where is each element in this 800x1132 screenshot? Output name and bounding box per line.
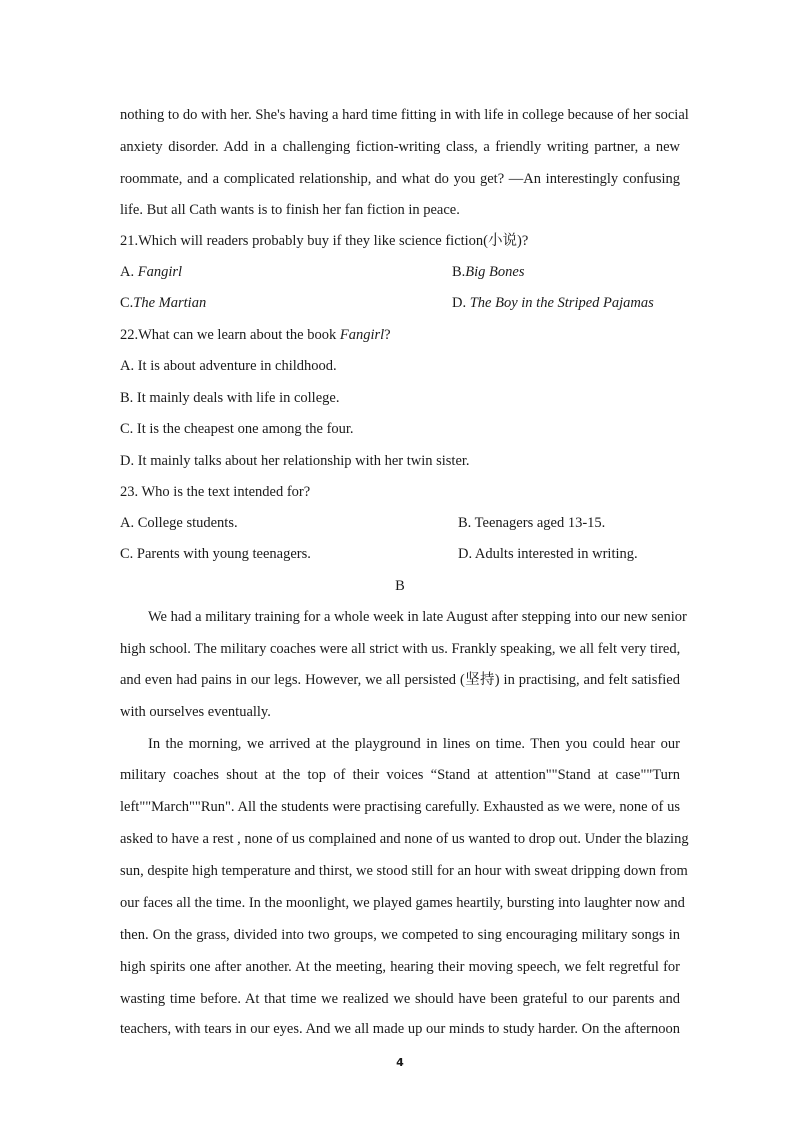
- question-22-option-c: C. It is the cheapest one among the four.: [120, 421, 354, 437]
- paragraph-line: asked to have a rest , none of us complained and none of us wanted to drop out. Under the blazing: [120, 831, 689, 847]
- passage-line: roommate, and a complicated relationship, and what do you get? —An interestingly confusing: [120, 171, 680, 187]
- passage-line: anxiety disorder. Add in a challenging fiction-writing class, a friendly writing partner, a new: [120, 139, 680, 155]
- passage-line: life. But all Cath wants is to finish her fan fiction in peace.: [120, 202, 460, 218]
- paragraph-line: We had a military training for a whole week in late August after stepping into our new senior: [148, 609, 687, 625]
- question-22-option-d: D. It mainly talks about her relationship with her twin sister.: [120, 453, 470, 469]
- question-21-option-a: A. Fangirl: [120, 264, 183, 280]
- question-23-option-c: C. Parents with young teenagers.: [120, 546, 311, 562]
- paragraph-line: then. On the grass, divided into two groups, we competed to sing encouraging military songs in: [120, 927, 680, 943]
- paragraph-line: In the morning, we arrived at the playground in lines on time. Then you could hear our: [148, 736, 680, 752]
- question-21-option-b: B.Big Bones: [452, 264, 525, 280]
- question-23-option-d: D. Adults interested in writing.: [458, 546, 638, 562]
- paragraph-line: with ourselves eventually.: [120, 704, 271, 720]
- paragraph-line: left""March""Run". All the students were practising carefully. Exhausted as we were, none of us: [120, 799, 680, 815]
- question-21-option-d: D. The Boy in the Striped Pajamas: [452, 295, 654, 311]
- page-number: 4: [396, 1056, 404, 1069]
- section-heading: B: [395, 578, 405, 594]
- question-21-stem: 21.Which will readers probably buy if they like science fiction(小说)?: [120, 233, 529, 249]
- passage-line: nothing to do with her. She's having a hard time fitting in with life in college because of her social: [120, 107, 689, 123]
- paragraph-line: wasting time before. At that time we realized we should have been grateful to our parents and: [120, 991, 680, 1007]
- paragraph-line: high spirits one after another. At the meeting, hearing their moving speech, we felt regretful for: [120, 959, 680, 975]
- paragraph-line: and even had pains in our legs. However, we all persisted (坚持) in practising, and felt satisfied: [120, 672, 680, 688]
- paragraph-line: teachers, with tears in our eyes. And we all made up our minds to study harder. On the afternoon: [120, 1021, 680, 1037]
- paragraph-line: high school. The military coaches were all strict with us. Frankly speaking, we all felt very tired,: [120, 641, 681, 657]
- question-22-stem: 22.What can we learn about the book Fangirl?: [120, 327, 391, 343]
- question-22-option-b: B. It mainly deals with life in college.: [120, 390, 340, 406]
- paragraph-line: sun, despite high temperature and thirst, we stood still for an hour with sweat dripping down from: [120, 863, 688, 879]
- question-22-option-a: A. It is about adventure in childhood.: [120, 358, 337, 374]
- question-23-option-a: A. College students.: [120, 515, 238, 531]
- paragraph-line: military coaches shout at the top of their voices “Stand at attention""Stand at case""Turn: [120, 767, 680, 783]
- question-23-stem: 23. Who is the text intended for?: [120, 484, 311, 500]
- question-21-option-c: C.The Martian: [120, 295, 207, 311]
- question-23-option-b: B. Teenagers aged 13-15.: [458, 515, 606, 531]
- paragraph-line: our faces all the time. In the moonlight, we played games heartily, bursting into laughter now and: [120, 895, 685, 911]
